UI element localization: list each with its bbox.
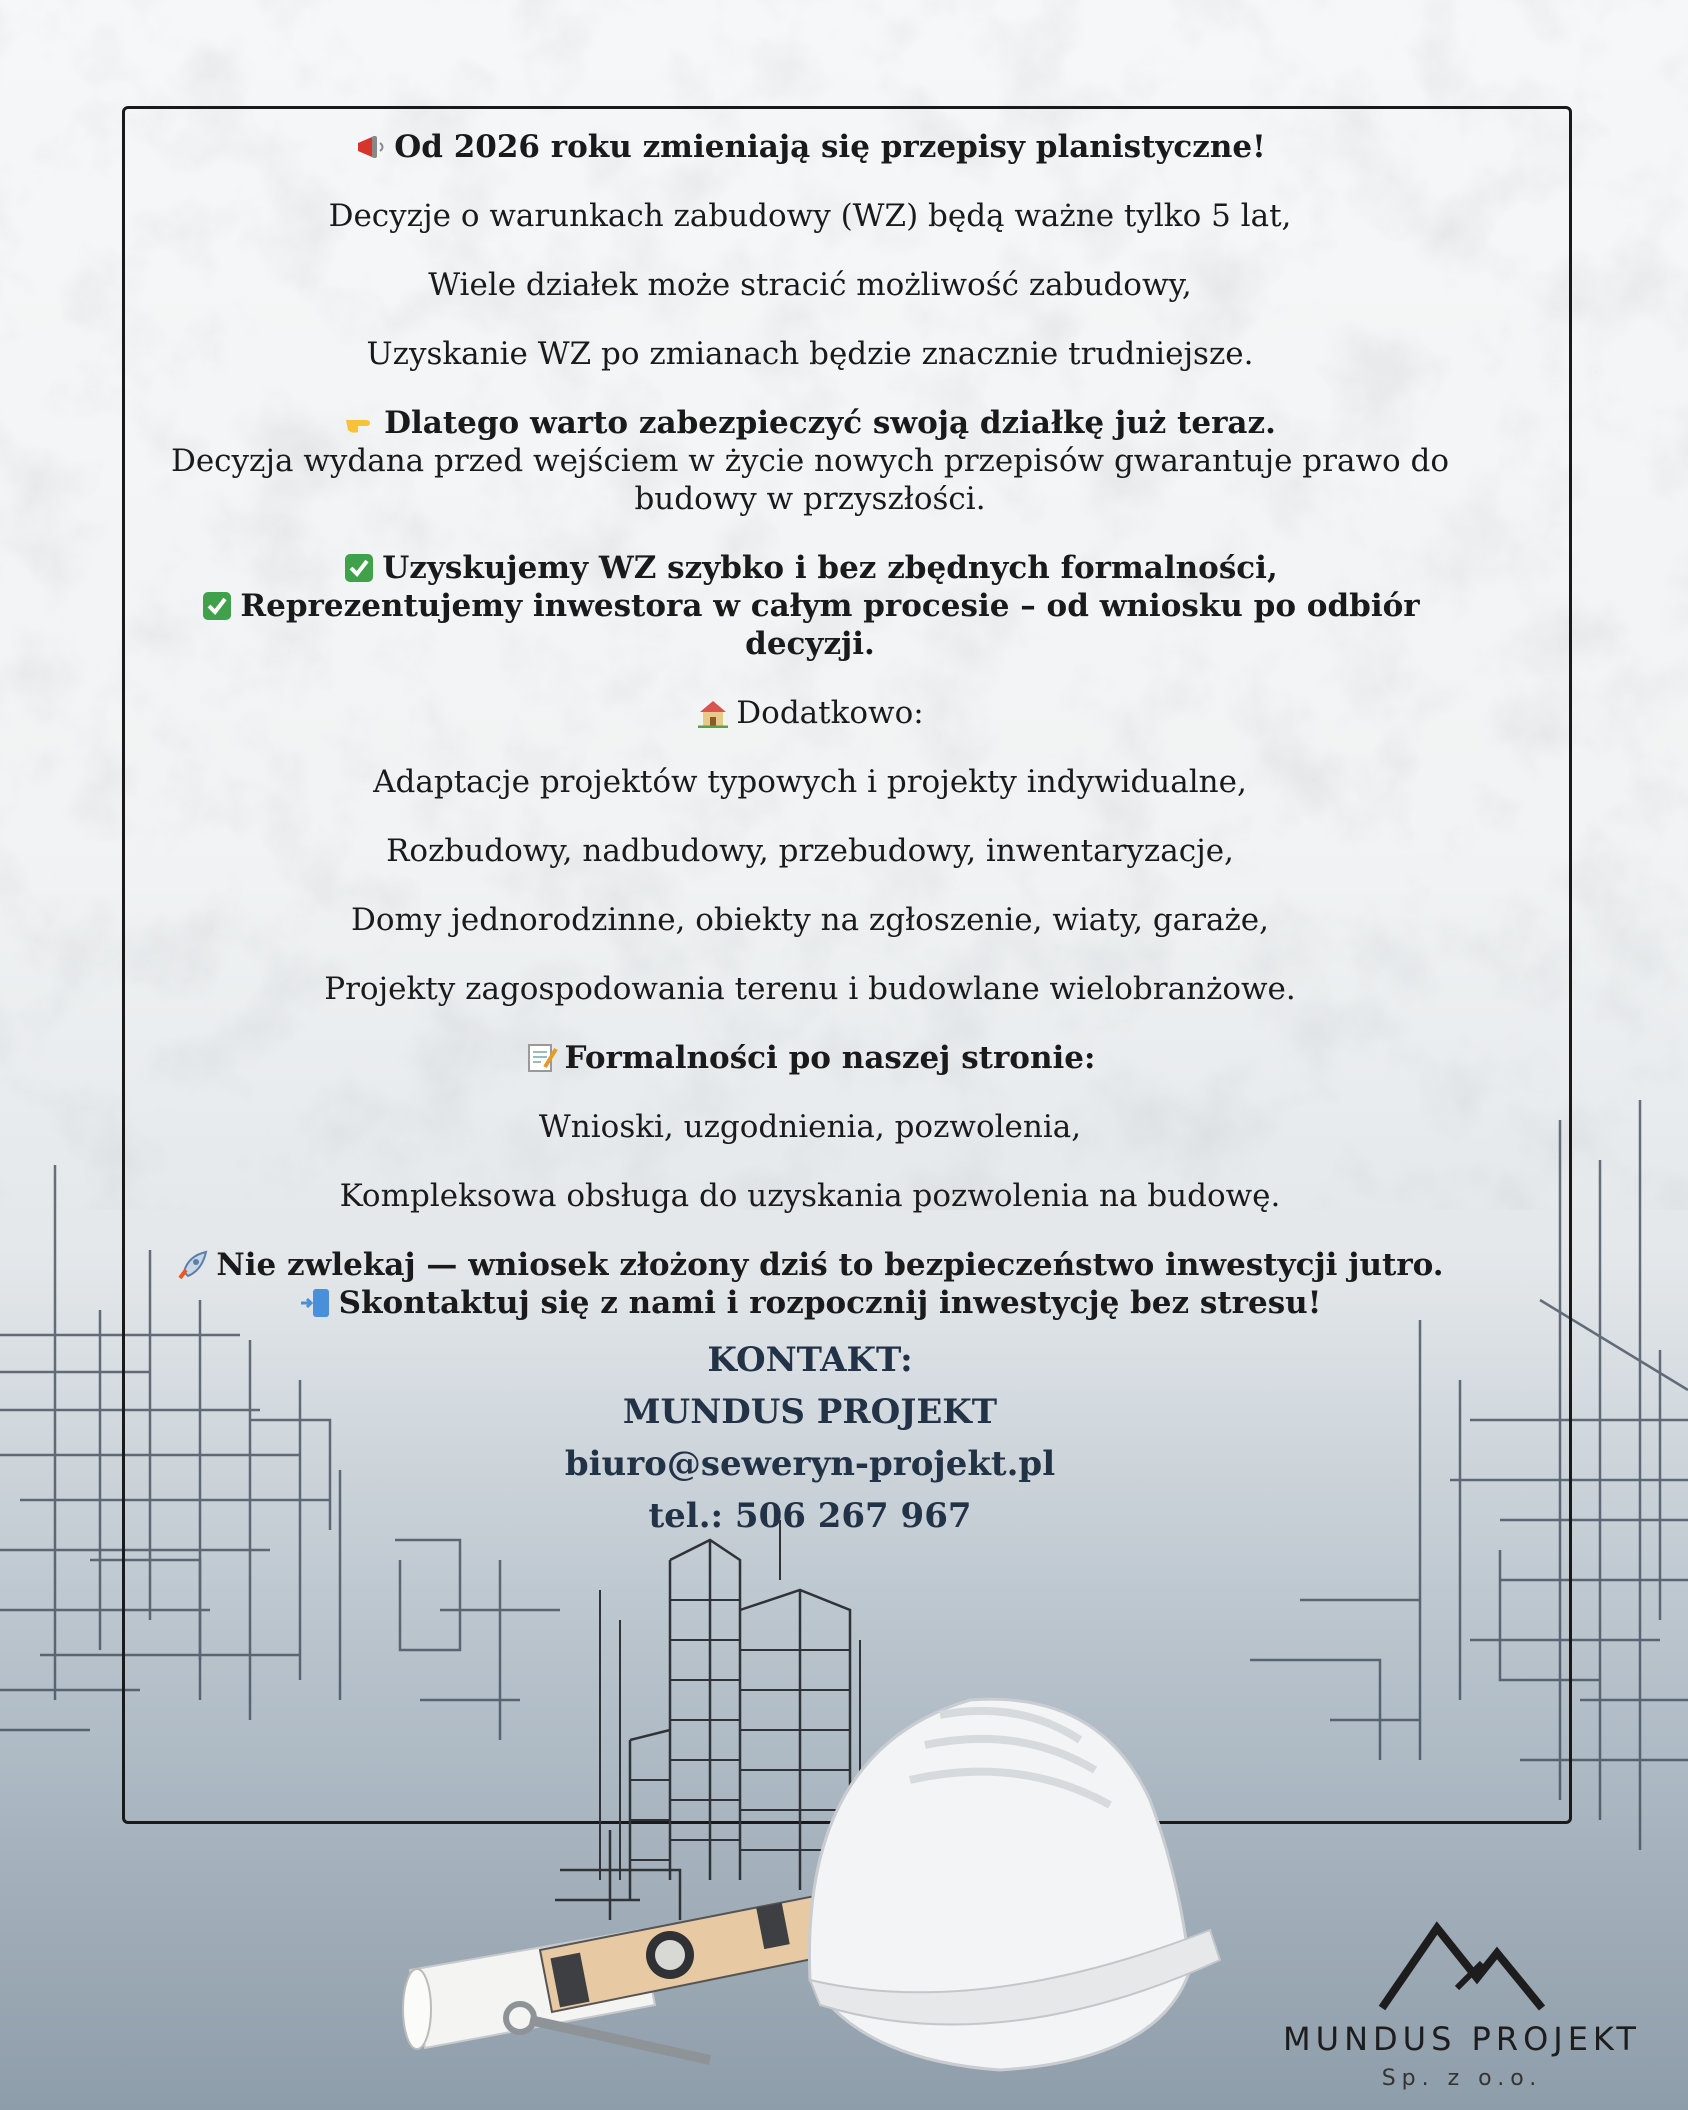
- megaphone-icon: [354, 132, 388, 162]
- extra-item: Rozbudowy, nadbudowy, przebudowy, inwentaryzacje,: [386, 833, 1234, 869]
- why-text: budowy w przyszłości.: [634, 481, 986, 517]
- memo-icon: [525, 1043, 559, 1073]
- logo-name: MUNDUS PROJEKT: [1283, 2020, 1641, 2058]
- check-item: Reprezentujemy inwestora w całym procesie – od wniosku po odbiór: [150, 587, 1470, 625]
- construction-illustration: [380, 1500, 1280, 2100]
- contact-phone[interactable]: tel.: 506 267 967: [648, 1496, 972, 1536]
- contact-company: MUNDUS PROJEKT: [622, 1392, 998, 1432]
- intro-line: Uzyskanie WZ po zmianach będzie znacznie trudniejsze.: [366, 336, 1254, 372]
- intro-line: Decyzje o warunkach zabudowy (WZ) będą ważne tylko 5 lat,: [328, 198, 1292, 234]
- pointing-hand-icon: [344, 408, 378, 438]
- check-item-continued: decyzji.: [745, 626, 875, 662]
- spirit-level: [540, 1895, 832, 2012]
- extra-item: Adaptacje projektów typowych i projekty indywidualne,: [373, 764, 1247, 800]
- extra-title: Dodatkowo:: [150, 694, 1470, 732]
- phone-icon: [299, 1288, 333, 1318]
- check-icon: [342, 553, 376, 583]
- rocket-icon: [176, 1250, 210, 1280]
- formalities-title: Formalności po naszej stronie:: [150, 1039, 1470, 1077]
- hard-helmet: [809, 1699, 1220, 2070]
- extra-item: Domy jednorodzinne, obiekty na zgłoszenie, wiaty, garaże,: [350, 902, 1269, 938]
- formalities-item: Kompleksowa obsługa do uzyskania pozwolenia na budowę.: [339, 1178, 1281, 1214]
- building-sketch: [555, 1520, 860, 1920]
- intro-line: Wiele działek może stracić możliwość zabudowy,: [428, 267, 1192, 303]
- cta-line: Skontaktuj się z nami i rozpocznij inwestycję bez stresu!: [150, 1284, 1470, 1322]
- contact-label: KONTAKT:: [707, 1340, 913, 1380]
- cta-line: Nie zwlekaj — wniosek złożony dziś to bezpieczeństwo inwestycji jutro.: [150, 1246, 1470, 1284]
- logo-suffix: Sp. z o.o.: [1381, 2066, 1543, 2091]
- formalities-item: Wnioski, uzgodnienia, pozwolenia,: [538, 1109, 1082, 1145]
- extra-item: Projekty zagospodowania terenu i budowlane wielobranżowe.: [324, 971, 1296, 1007]
- check-icon: [200, 591, 234, 621]
- announcement-content: [150, 128, 1470, 1542]
- why-text: Decyzja wydana przed wejściem w życie nowych przepisów gwarantuje prawo do: [170, 443, 1450, 479]
- why-title: Dlatego warto zabezpieczyć swoją działkę już teraz.: [150, 404, 1470, 442]
- check-item: Uzyskujemy WZ szybko i bez zbędnych formalności,: [150, 549, 1470, 587]
- house-icon: [696, 698, 730, 728]
- headline: Od 2026 roku zmieniają się przepisy planistyczne!: [150, 128, 1470, 166]
- contact-email[interactable]: biuro@seweryn-projekt.pl: [564, 1444, 1056, 1484]
